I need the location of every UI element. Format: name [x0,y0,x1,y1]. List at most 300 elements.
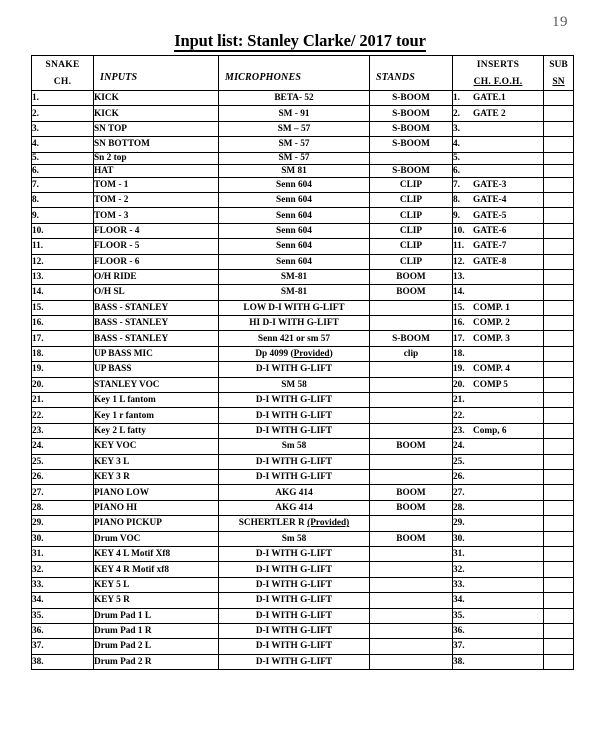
insert-value: GATE-4 [473,195,507,206]
cell-stand [370,546,453,561]
insert-channel-number: 11. [453,241,465,252]
cell-microphone: D-I WITH G-LIFT [219,608,370,623]
cell-stand [370,608,453,623]
cell-input: TOM - 3 [94,208,219,223]
cell-input: STANLEY VOC [94,377,219,392]
table-row [32,562,574,577]
insert-channel-number: 13. [453,272,465,283]
cell-stand: S-BOOM [370,137,453,152]
cell-snake-ch: 23. [32,423,94,438]
cell-stand: S-BOOM [370,106,453,121]
cell-snake-ch: 27. [32,485,94,500]
cell-microphone: Senn 421 or sm 57 [219,331,370,346]
cell-microphone: Dp 4099 (Provided) [219,346,370,361]
insert-channel-number: 9. [453,210,460,221]
cell-snake-ch: 5. [32,152,94,165]
cell-sub-sn [544,239,574,254]
insert-value [468,395,473,405]
table-row [32,485,574,500]
input-list-table-wrapper [31,55,574,670]
header-stands-label: STANDS [376,72,415,83]
header-sub-line2: SN [552,77,565,87]
cell-snake-ch: 6. [32,165,94,178]
cell-sub-sn [544,91,574,106]
cell-insert [453,362,544,377]
cell-sub-sn [544,269,574,284]
cell-sub-sn [544,469,574,484]
cell-snake-ch: 21. [32,393,94,408]
cell-input: Key 1 L fantom [94,393,219,408]
cell-microphone: SM - 91 [219,106,370,121]
cell-input: KEY 3 L [94,454,219,469]
cell-insert [453,393,544,408]
insert-channel-number: 34. [453,595,465,606]
header-snake-ch [32,56,94,91]
cell-microphone: AKG 414 [219,500,370,515]
cell-stand: CLIP [370,239,453,254]
cell-microphone: Sm 58 [219,531,370,546]
cell-sub-sn [544,546,574,561]
table-row [32,500,574,515]
page-title [0,31,600,51]
cell-sub-sn [544,639,574,654]
table-row [32,165,574,178]
cell-input: Drum Pad 2 R [94,654,219,669]
cell-stand [370,300,453,315]
cell-input: SN TOP [94,121,219,136]
cell-input: KEY 4 L Motif Xf8 [94,546,219,561]
cell-input: TOM - 1 [94,177,219,192]
insert-channel-number: 5. [453,153,460,164]
insert-value [468,595,473,605]
cell-microphone: D-I WITH G-LIFT [219,469,370,484]
table-body [32,56,574,670]
cell-insert [453,608,544,623]
input-list-table [31,55,574,670]
table-row [32,331,574,346]
cell-input: BASS - STANLEY [94,316,219,331]
cell-stand: S-BOOM [370,121,453,136]
insert-value [468,139,473,149]
header-snake-line2: CH. [53,77,72,87]
cell-stand [370,362,453,377]
cell-microphone: Senn 604 [219,177,370,192]
cell-snake-ch: 15. [32,300,94,315]
provided-annotation: Provided [293,349,330,360]
cell-input: PIANO PICKUP [94,516,219,531]
cell-microphone: SM-81 [219,285,370,300]
cell-stand [370,469,453,484]
cell-input: PIANO LOW [94,485,219,500]
cell-insert [453,239,544,254]
cell-snake-ch: 30. [32,531,94,546]
cell-input: KEY 5 R [94,593,219,608]
insert-value [468,472,473,482]
cell-stand: S-BOOM [370,331,453,346]
cell-insert [453,285,544,300]
cell-insert [453,485,544,500]
table-row [32,300,574,315]
cell-input: KEY VOC [94,439,219,454]
cell-sub-sn [544,516,574,531]
insert-value [468,565,473,575]
insert-channel-number: 29. [453,518,465,529]
insert-channel-number: 38. [453,656,465,667]
cell-sub-sn [544,362,574,377]
header-snake-line1: SNAKE [45,60,80,71]
insert-value: GATE-3 [473,179,507,190]
cell-insert [453,152,544,165]
insert-value [468,611,473,621]
page-number: 19 [552,14,568,30]
cell-sub-sn [544,254,574,269]
cell-sub-sn [544,106,574,121]
insert-channel-number: 1. [453,93,460,104]
table-row [32,577,574,592]
table-row [32,546,574,561]
cell-snake-ch: 34. [32,593,94,608]
cell-snake-ch: 18. [32,346,94,361]
cell-snake-ch: 20. [32,377,94,392]
cell-stand: BOOM [370,531,453,546]
cell-microphone: D-I WITH G-LIFT [219,654,370,669]
cell-sub-sn [544,346,574,361]
cell-microphone: D-I WITH G-LIFT [219,593,370,608]
insert-value: GATE-5 [473,210,507,221]
insert-value: GATE-7 [473,241,507,252]
cell-insert [453,516,544,531]
cell-sub-sn [544,192,574,207]
cell-stand: BOOM [370,500,453,515]
table-row [32,254,574,269]
cell-microphone: SM 58 [219,377,370,392]
header-inserts-line1: INSERTS [476,60,520,71]
cell-sub-sn [544,331,574,346]
cell-insert [453,106,544,121]
table-row [32,593,574,608]
header-inserts-line2: CH. F.O.H. [473,77,523,87]
cell-input: BASS - STANLEY [94,331,219,346]
cell-snake-ch: 29. [32,516,94,531]
cell-insert [453,192,544,207]
cell-sub-sn [544,454,574,469]
cell-stand: clip [370,346,453,361]
cell-snake-ch: 12. [32,254,94,269]
cell-insert [453,408,544,423]
cell-input: SN BOTTOM [94,137,219,152]
cell-sub-sn [544,208,574,223]
cell-snake-ch: 28. [32,500,94,515]
header-inputs [94,56,219,91]
insert-channel-number: 32. [453,564,465,575]
cell-sub-sn [544,562,574,577]
cell-microphone: SCHERTLER R (Provided) [219,516,370,531]
cell-microphone: D-I WITH G-LIFT [219,408,370,423]
cell-input: HAT [94,165,219,178]
insert-value [468,411,473,421]
cell-insert [453,439,544,454]
header-microphones [219,56,370,91]
cell-microphone: Senn 604 [219,223,370,238]
cell-microphone: D-I WITH G-LIFT [219,577,370,592]
table-row [32,654,574,669]
table-header-row [32,56,574,91]
table-row [32,269,574,284]
insert-value [468,124,473,134]
cell-stand [370,454,453,469]
insert-channel-number: 25. [453,456,465,467]
cell-stand: BOOM [370,285,453,300]
cell-insert [453,331,544,346]
insert-channel-number: 36. [453,626,465,637]
cell-input: KICK [94,91,219,106]
insert-value [468,641,473,651]
cell-input: Sn 2 top [94,152,219,165]
page-title-text: Input list: Stanley Clarke/ 2017 tour [174,31,426,50]
table-row [32,208,574,223]
insert-channel-number: 14. [453,287,465,298]
cell-stand [370,654,453,669]
insert-value [468,153,473,163]
cell-input: O/H SL [94,285,219,300]
cell-sub-sn [544,377,574,392]
cell-snake-ch: 10. [32,223,94,238]
cell-insert [453,137,544,152]
insert-value: COMP. 1 [473,302,510,313]
cell-sub-sn [544,500,574,515]
cell-input: Drum Pad 2 L [94,639,219,654]
cell-stand [370,623,453,638]
cell-stand: BOOM [370,439,453,454]
cell-insert [453,639,544,654]
cell-input: BASS - STANLEY [94,300,219,315]
table-row [32,106,574,121]
table-row [32,377,574,392]
cell-snake-ch: 37. [32,639,94,654]
cell-insert [453,377,544,392]
table-row [32,285,574,300]
cell-stand: S-BOOM [370,165,453,178]
cell-microphone: BETA- 52 [219,91,370,106]
insert-channel-number: 37. [453,641,465,652]
header-sub-sn [544,56,574,91]
cell-input: KEY 3 R [94,469,219,484]
cell-input: UP BASS MIC [94,346,219,361]
table-row [32,639,574,654]
insert-channel-number: 8. [453,195,460,206]
cell-microphone: LOW D-I WITH G-LIFT [219,300,370,315]
cell-microphone: Senn 604 [219,192,370,207]
insert-channel-number: 35. [453,610,465,621]
insert-value: COMP 5 [473,379,508,390]
table-row [32,408,574,423]
table-row [32,469,574,484]
cell-sub-sn [544,223,574,238]
cell-snake-ch: 11. [32,239,94,254]
cell-stand: CLIP [370,223,453,238]
insert-channel-number: 7. [453,179,460,190]
cell-insert [453,454,544,469]
insert-value: GATE-8 [473,256,507,267]
cell-snake-ch: 33. [32,577,94,592]
cell-microphone: Sm 58 [219,439,370,454]
table-row [32,152,574,165]
cell-insert [453,254,544,269]
cell-snake-ch: 1. [32,91,94,106]
table-row [32,423,574,438]
cell-sub-sn [544,165,574,178]
cell-stand [370,562,453,577]
cell-sub-sn [544,177,574,192]
cell-sub-sn [544,152,574,165]
cell-insert [453,223,544,238]
cell-stand [370,577,453,592]
insert-value [468,503,473,513]
cell-insert [453,546,544,561]
cell-sub-sn [544,654,574,669]
insert-channel-number: 22. [453,410,465,421]
header-inputs-label: INPUTS [100,72,138,83]
insert-value: GATE.1 [473,93,506,104]
insert-channel-number: 26. [453,472,465,483]
table-row [32,608,574,623]
table-row [32,454,574,469]
insert-channel-number: 20. [453,379,465,390]
cell-stand [370,316,453,331]
insert-channel-number: 18. [453,349,465,360]
cell-snake-ch: 35. [32,608,94,623]
table-row [32,516,574,531]
insert-channel-number: 3. [453,123,460,134]
cell-sub-sn [544,623,574,638]
insert-value [468,457,473,467]
insert-value [468,349,473,359]
table-row [32,362,574,377]
cell-snake-ch: 3. [32,121,94,136]
insert-value [468,441,473,451]
cell-snake-ch: 8. [32,192,94,207]
cell-snake-ch: 25. [32,454,94,469]
cell-microphone: Senn 604 [219,254,370,269]
cell-stand [370,593,453,608]
table-row [32,346,574,361]
cell-microphone: Senn 604 [219,239,370,254]
cell-snake-ch: 14. [32,285,94,300]
cell-microphone: D-I WITH G-LIFT [219,546,370,561]
cell-input: TOM - 2 [94,192,219,207]
cell-insert [453,562,544,577]
table-row [32,192,574,207]
cell-insert [453,423,544,438]
cell-input: KEY 5 L [94,577,219,592]
cell-stand: BOOM [370,485,453,500]
cell-stand: CLIP [370,254,453,269]
insert-channel-number: 28. [453,502,465,513]
cell-sub-sn [544,593,574,608]
cell-snake-ch: 26. [32,469,94,484]
insert-value: COMP. 4 [473,364,510,375]
header-stands [370,56,453,91]
table-row [32,316,574,331]
cell-insert [453,121,544,136]
cell-insert [453,346,544,361]
cell-sub-sn [544,316,574,331]
cell-microphone: SM - 57 [219,152,370,165]
cell-insert [453,165,544,178]
cell-input: FLOOR - 4 [94,223,219,238]
cell-microphone: SM - 57 [219,137,370,152]
table-row [32,531,574,546]
insert-channel-number: 17. [453,333,465,344]
insert-channel-number: 21. [453,395,465,406]
cell-insert [453,500,544,515]
cell-stand: CLIP [370,177,453,192]
insert-channel-number: 4. [453,139,460,150]
cell-microphone: D-I WITH G-LIFT [219,423,370,438]
table-row [32,623,574,638]
insert-channel-number: 23. [453,426,465,436]
cell-insert [453,577,544,592]
table-row [32,121,574,136]
cell-snake-ch: 31. [32,546,94,561]
cell-snake-ch: 38. [32,654,94,669]
cell-input: O/H RIDE [94,269,219,284]
cell-sub-sn [544,408,574,423]
cell-sub-sn [544,485,574,500]
cell-sub-sn [544,393,574,408]
cell-snake-ch: 2. [32,106,94,121]
table-row [32,393,574,408]
insert-channel-number: 27. [453,487,465,498]
insert-channel-number: 31. [453,549,465,560]
cell-sub-sn [544,531,574,546]
cell-stand: S-BOOM [370,91,453,106]
cell-stand [370,639,453,654]
cell-input: KEY 4 R Motif xf8 [94,562,219,577]
cell-sub-sn [544,137,574,152]
insert-channel-number: 30. [453,533,465,544]
insert-value: Comp, 6 [473,426,507,436]
insert-value [468,580,473,590]
insert-channel-number: 33. [453,579,465,590]
header-inserts [453,56,544,91]
cell-snake-ch: 32. [32,562,94,577]
cell-input: UP BASS [94,362,219,377]
insert-value: COMP. 3 [473,333,510,344]
cell-insert [453,177,544,192]
cell-snake-ch: 22. [32,408,94,423]
cell-microphone: D-I WITH G-LIFT [219,562,370,577]
cell-stand [370,377,453,392]
cell-microphone: D-I WITH G-LIFT [219,362,370,377]
cell-sub-sn [544,439,574,454]
cell-snake-ch: 13. [32,269,94,284]
cell-input: Drum Pad 1 R [94,623,219,638]
cell-sub-sn [544,608,574,623]
cell-snake-ch: 36. [32,623,94,638]
table-row [32,91,574,106]
header-microphones-label: MICROPHONES [225,72,302,83]
cell-microphone: SM – 57 [219,121,370,136]
cell-insert [453,469,544,484]
insert-channel-number: 19. [453,364,465,375]
cell-input: Drum Pad 1 L [94,608,219,623]
cell-sub-sn [544,300,574,315]
cell-microphone: D-I WITH G-LIFT [219,623,370,638]
cell-insert [453,269,544,284]
cell-sub-sn [544,423,574,438]
cell-input: Key 1 r fantom [94,408,219,423]
